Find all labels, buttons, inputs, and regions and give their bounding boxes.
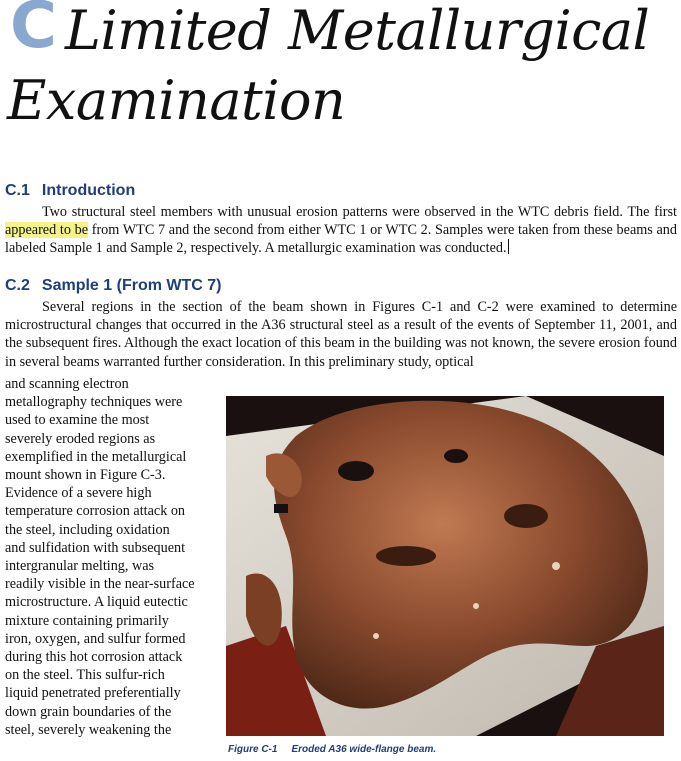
title-line-1: Limited Metallurgical xyxy=(65,0,650,62)
sample1-text: Several regions in the section of the beam shown in Figures C-1 and C-2 were examined to determine microstructural changes that occurred in the A36 structural steel as a result of the events of September 11, 2001, and the subsequent fires. Although the exact location of this beam in the building was not known, the severe erosion found in several beams warranted further consideration. In this preliminary study, optical xyxy=(5,299,677,370)
section-title: Sample 1 (From WTC 7) xyxy=(41,277,222,294)
intro-text-end: from WTC 7 and the second from either WTC 1 or WTC 2. Samples were taken from these beams and labeled Sample 1 and Sample 2, respectively. A metallurgic examination was conducted. xyxy=(5,222,677,257)
column-line: severely eroded regions as xyxy=(5,430,156,447)
column-line: microstructure. A liquid eutectic xyxy=(5,594,188,611)
column-line: steel, severely weakening the xyxy=(5,721,172,738)
column-line: used to examine the most xyxy=(5,412,150,429)
column-line: Evidence of a severe high xyxy=(5,485,152,502)
column-line: exemplified in the metallurgical xyxy=(5,448,187,465)
column-line: during this hot corrosion attack xyxy=(5,649,183,666)
column-line: and sulfidation with subsequent xyxy=(5,539,186,556)
column-line: mount shown in Figure C-3. xyxy=(5,467,166,484)
eroded-beam-photo xyxy=(226,396,664,736)
column-line: liquid penetrated preferentially xyxy=(5,685,181,702)
section-heading-c2 xyxy=(5,277,221,295)
column-line: intergranular melting, was xyxy=(5,558,155,575)
column-line: the steel, including oxidation xyxy=(5,521,170,538)
sample1-column-text xyxy=(5,375,210,739)
column-line: metallography techniques were xyxy=(5,394,183,411)
column-line: iron, oxygen, and sulfur formed xyxy=(5,630,186,647)
intro-text-start: Two structural steel members with unusual erosion patterns were observed in the WTC debris field. The first xyxy=(42,204,677,220)
section-heading-c1 xyxy=(5,182,135,200)
figure-label: Figure C-1 xyxy=(228,744,278,755)
figure-photo xyxy=(226,396,664,736)
section-number: C.2 xyxy=(5,277,30,294)
column-line: and scanning electron xyxy=(5,376,129,392)
figure-caption xyxy=(228,744,436,755)
figure-caption-text: Eroded A36 wide-flange beam. xyxy=(291,744,437,755)
sample1-paragraph xyxy=(5,298,677,371)
section-number: C.1 xyxy=(5,182,30,199)
highlighted-text: appeared to be xyxy=(5,222,89,239)
column-line: temperature corrosion attack on xyxy=(5,503,186,520)
section-title: Introduction xyxy=(41,182,136,199)
title-line-2: Examination xyxy=(7,69,346,132)
appendix-title xyxy=(5,0,681,150)
intro-paragraph xyxy=(5,203,677,258)
column-line: readily visible in the near-surface xyxy=(5,576,195,593)
column-line: mixture containing primarily xyxy=(5,612,169,629)
text-cursor xyxy=(508,239,509,254)
column-line: on the steel. This sulfur-rich xyxy=(5,667,165,684)
column-line: down grain boundaries of the xyxy=(5,703,172,720)
appendix-letter: C xyxy=(10,0,57,63)
